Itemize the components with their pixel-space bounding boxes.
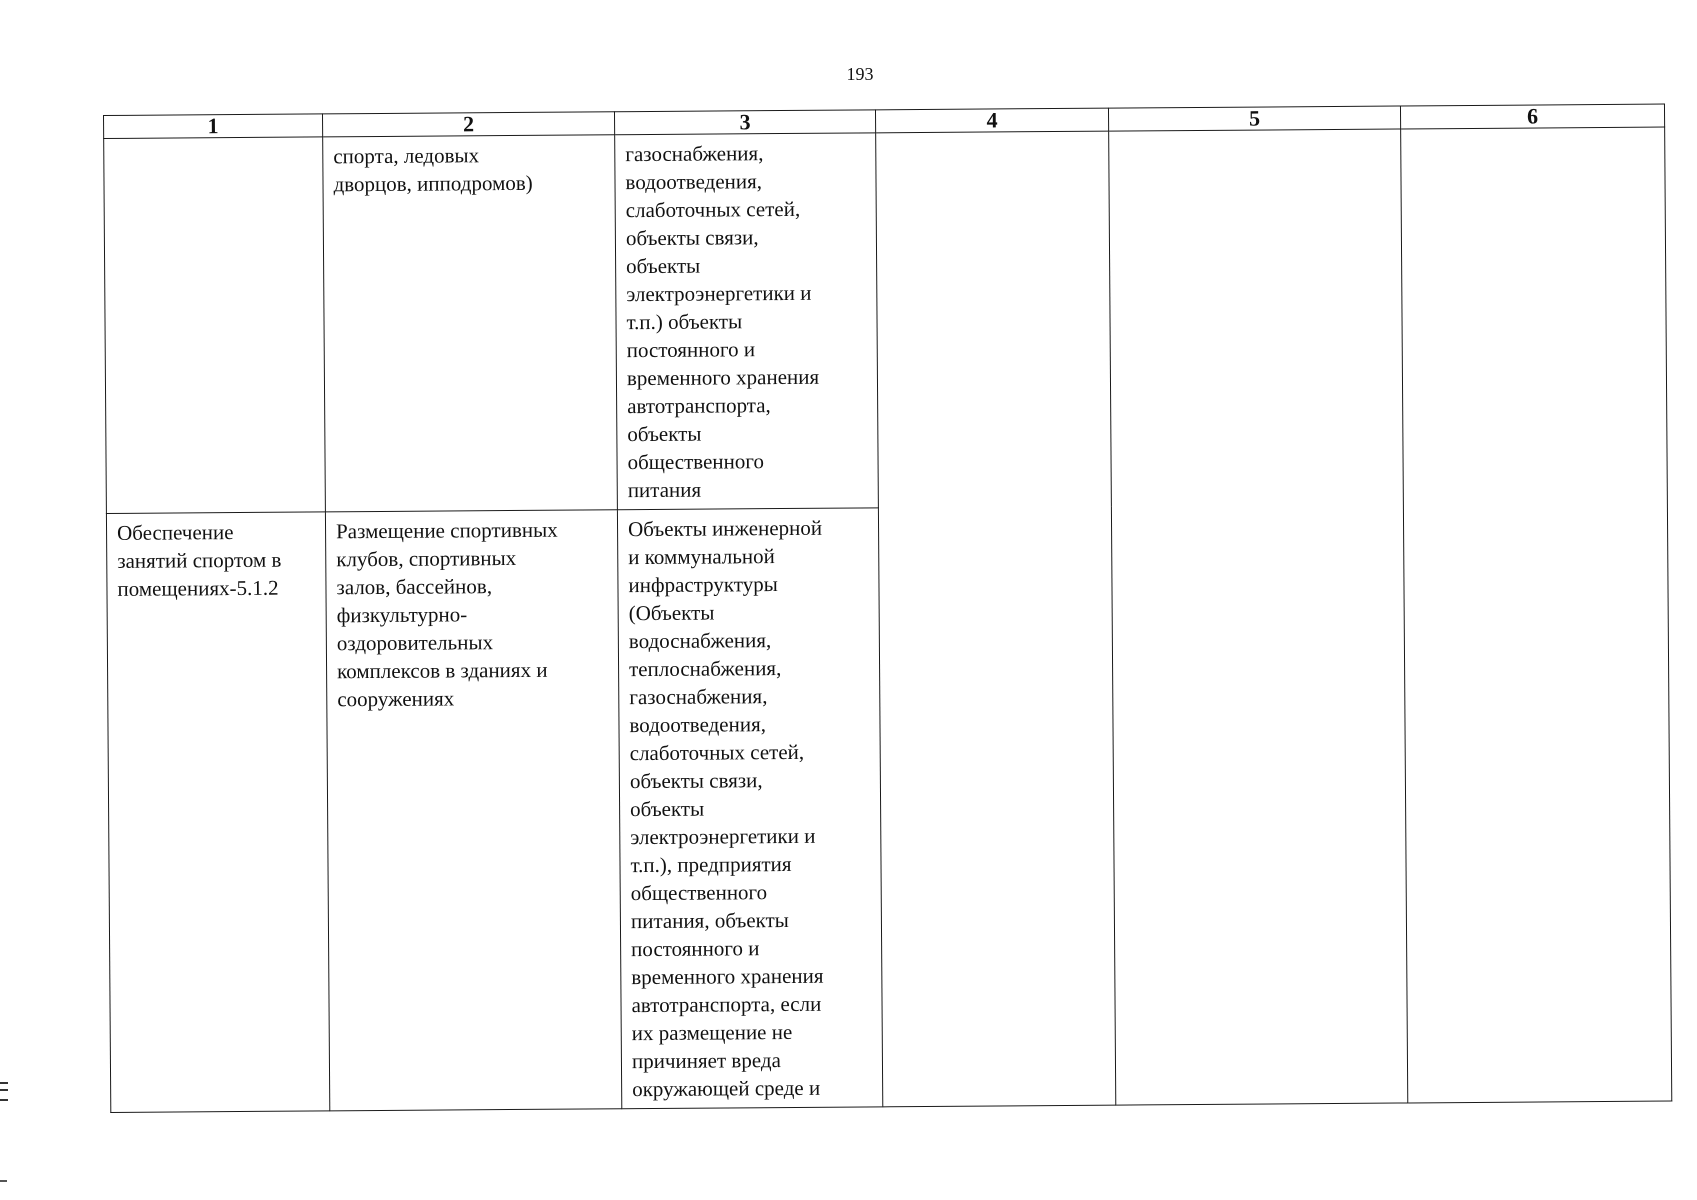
table-cell <box>325 510 621 1111</box>
table-cell <box>104 137 326 514</box>
column-header-5: 5 <box>1108 106 1400 131</box>
margin-scan-dash <box>0 1180 7 1182</box>
document-table <box>103 104 1671 1109</box>
column-header-6: 6 <box>1400 104 1664 129</box>
table-cell <box>323 135 618 512</box>
table-cell <box>876 131 1116 1107</box>
cell-text: Объекты инженерной и коммунальной инфраструктуры (Объекты водоснабжения, теплоснабжения, газоснабжения, водоотведения, слаботочных сетей, объекты связи, объекты электроэнергетики и т.п.), предприятия общественного питания, объекты постоянного и временного хранения автотранспорта, если их размещение не причиняет вреда окружающей среде и <box>627 515 824 1102</box>
page-number: 193 <box>846 64 874 84</box>
column-header-3: 3 <box>614 110 875 135</box>
cell-text <box>1119 135 1390 137</box>
table-cell <box>617 508 882 1109</box>
cell-text <box>1411 133 1654 135</box>
table-cell <box>1109 129 1408 1105</box>
table-cell <box>615 133 879 510</box>
land-use-table <box>103 104 1672 1113</box>
cell-text: газоснабжения, водоотведения, слаботочных сетей, объекты связи, объекты электроэнергетики и т.п.) объекты постоянного и временного хранения автотранспорта, объекты общественного питания <box>625 141 820 503</box>
cell-text <box>886 137 1098 139</box>
table-row <box>104 127 1668 513</box>
table-cell <box>106 512 329 1113</box>
column-header-1: 1 <box>104 114 323 139</box>
margin-scan-mark <box>0 1082 8 1101</box>
cell-text: Размещение спортивных клубов, спортивных залов, бассейнов, физкультурно- оздоровительных комплексов в зданиях и сооружениях <box>335 517 558 712</box>
cell-text: спорта, ледовых дворцов, ипподромов) <box>333 143 533 197</box>
cell-text <box>114 142 312 143</box>
cell-text: Обеспечение занятий спортом в помещениях-5.1.2 <box>116 520 282 601</box>
column-header-2: 2 <box>322 112 614 137</box>
column-header-4: 4 <box>875 108 1108 133</box>
table-cell <box>1401 127 1672 1103</box>
